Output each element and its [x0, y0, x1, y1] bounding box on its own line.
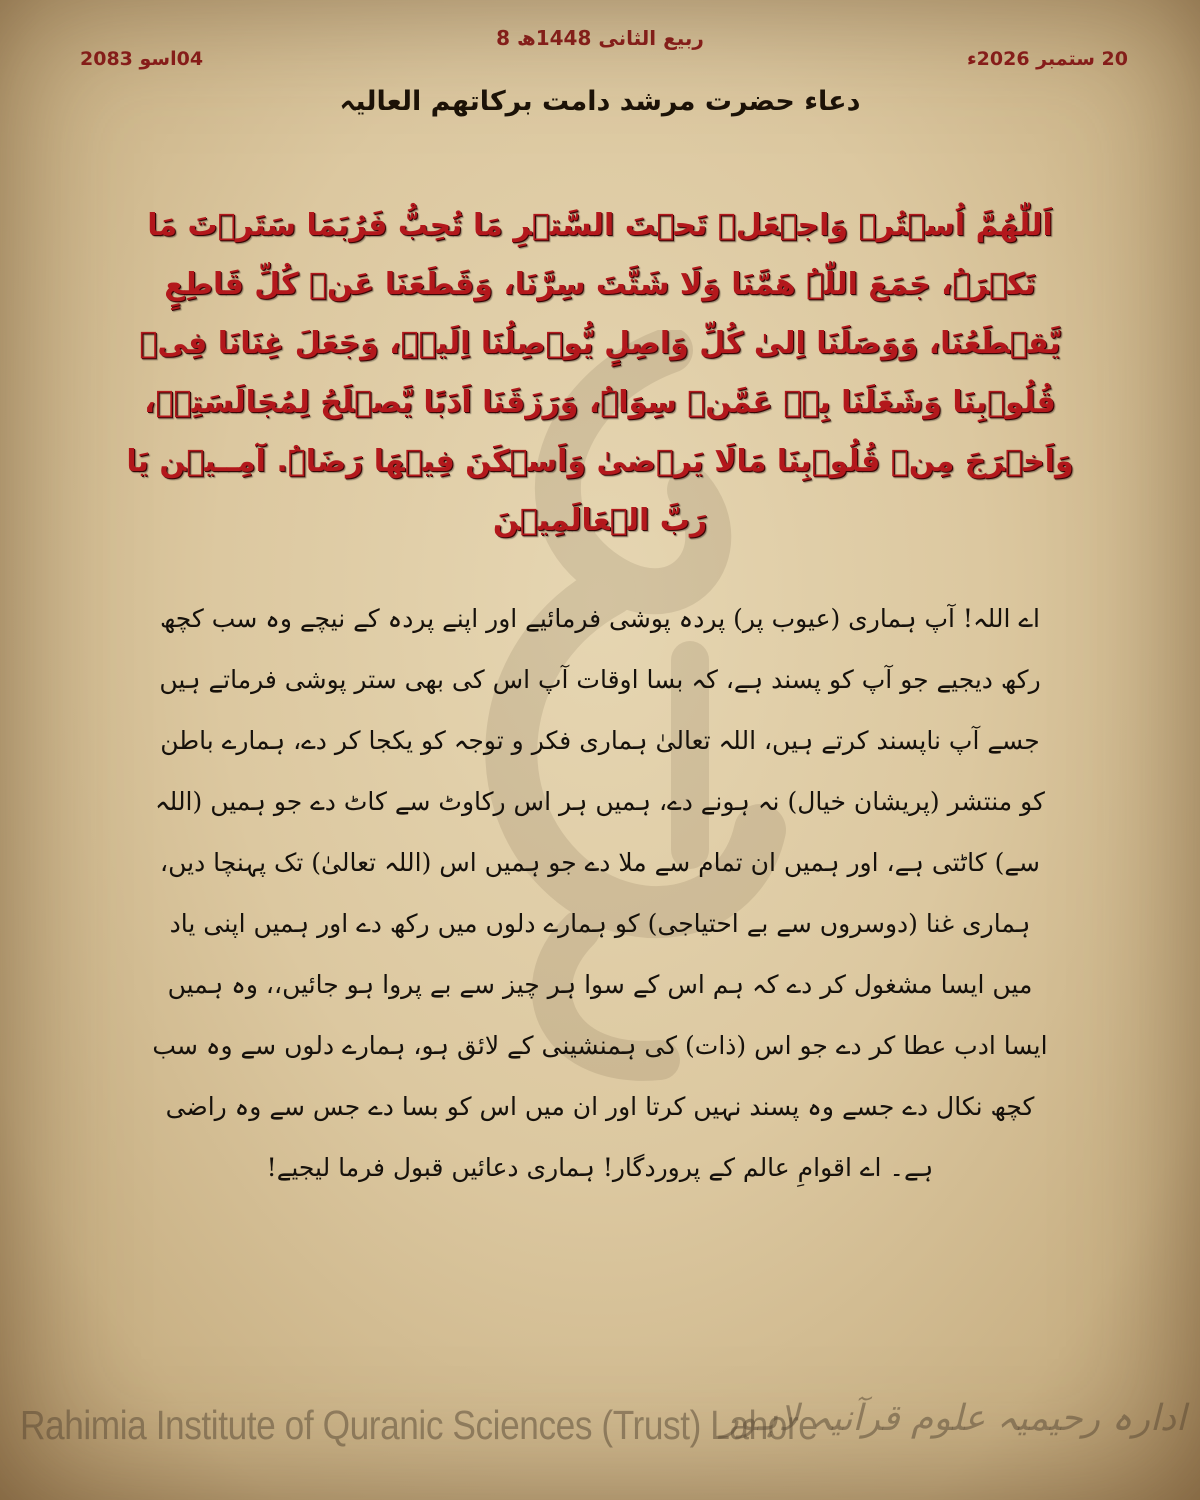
arabic-dua-text: اَللّٰھُمَّ اُسۡتُرۡ وَاجۡعَلۡ تَحۡتَ السَّتۡرِ مَا تُحِبُّ فَرُبَمَا سَتَرۡتَ مَا تَکۡرَہُ، جَمَعَ اللّٰہُ ھَمَّنَا وَلَا شَتَّتَ سِرَّنَا، وَقَطَعَنَا عَنۡ کُلِّ قَاطِعٍ یَّقۡطَعُنَا، وَوَصَلَنَا اِلیٰ کُلِّ وَاصِلٍ یُّوۡصِلُنَا اِلَیۡہِ، وَجَعَلَ غِنَانَا فِیۡ قُلُوۡبِنَا وَشَغَلَنَا بِہٖ عَمَّنۡ سِوَاہُ، وَرَزَقَنَا اَدَبًا یَّصۡلَحُ لِمُجَالَسَتِہٖ، وَاَخۡرَجَ مِنۡ قُلُوۡبِنَا مَالَا یَرۡضیٰ وَاَسۡکَنَ فِیۡھَا رَضَاہُ. آمِــیۡن یَا رَبَّ الۡعَالَمِیۡنَ — [126, 208, 1074, 538]
institute-name-english: Rahimia Institute of Quranic Sciences (Trust) Lahore — [20, 1402, 818, 1448]
hijri-date: 8 ربیع الثانی 1448ھ — [496, 26, 704, 50]
urdu-translation-text: اے اللہ! آپ ہماری (عیوب پر) پردہ پوشی فرمائیے اور اپنے پردہ کے نیچے وہ سب کچھ رکھ دیجیے جو آپ کو پسند ہے، کہ بسا اوقات آپ اس کی بھی ستر پوشی فرماتے ہیں جسے آپ ناپسند کرتے ہیں، اللہ تعالیٰ ہماری فکر و توجہ کو یکجا کر دے، ہمارے باطن کو منتشر (پریشان خیال) نہ ہونے دے، ہمیں ہر اس رکاوٹ سے کاٹ دے جو ہمیں (اللہ سے) کاٹتی ہے، اور ہمیں ان تمام سے ملا دے جو ہمیں اس (اللہ تعالیٰ) تک پہنچا دیں، ہماری غنا (دوسروں سے بے احتیاجی) کو ہمارے دلوں میں رکھ دے اور ہمیں اپنی یاد میں ایسا مشغول کر دے کہ ہم اس کے سوا ہر چیز سے بے پروا ہو جائیں،، وہ ہمیں ایسا ادب عطا کر دے جو اس (ذات) کی ہمنشینی کے لائق ہو، ہمارے دلوں سے وہ سب کچھ نکال دے جسے وہ پسند نہیں کرتا اور ان میں اس کو بسا دے جس سے وہ راضی ہے۔ اے اقوامِ عالم کے پروردگار! ہماری دعائیں قبول فرما لیجیے! — [152, 604, 1048, 1182]
footer — [0, 1398, 1200, 1478]
gregorian-date: 20 ستمبر 2026ء — [966, 48, 1128, 70]
bikrami-date: 04اسو 2083 — [80, 48, 204, 70]
page-title: دعاء حضرت مرشد دامت برکاتھم العالیہ — [339, 86, 861, 117]
institute-name-urdu: ادارہ رحیمیہ علوم قرآنیہ لاہور — [721, 1398, 1186, 1439]
